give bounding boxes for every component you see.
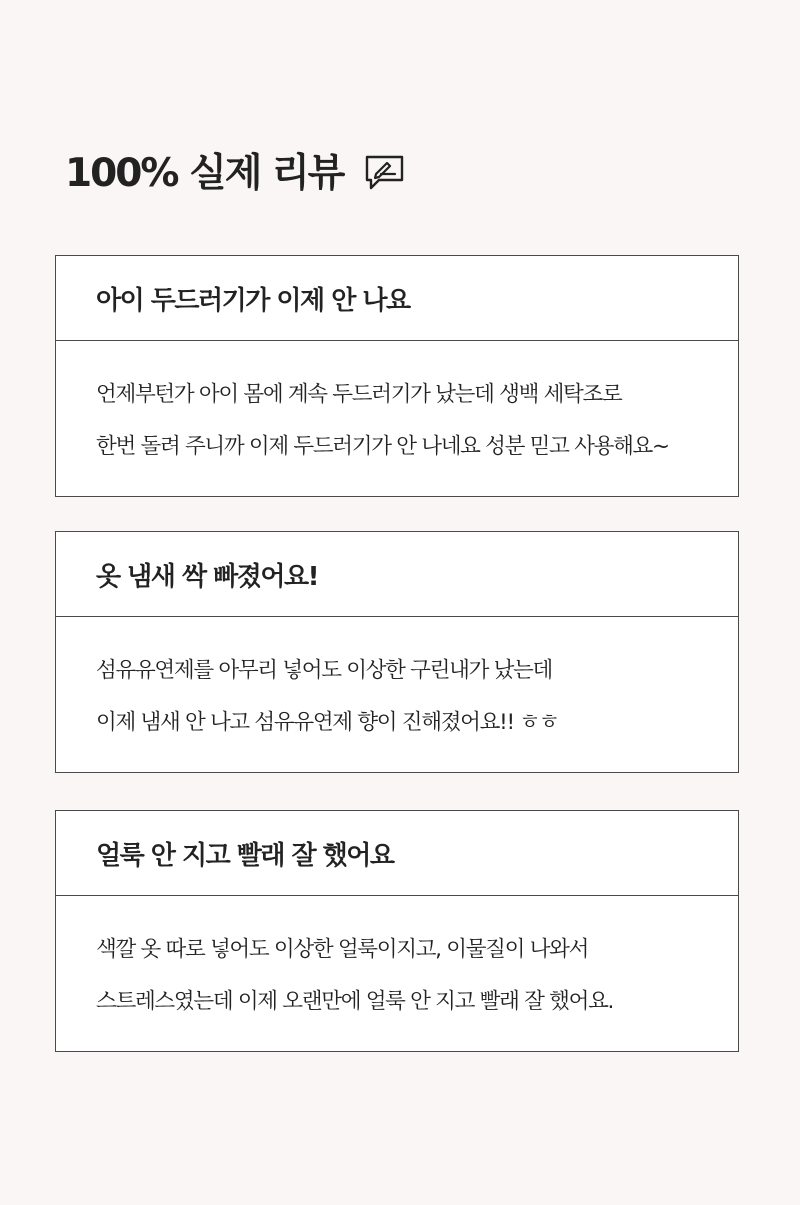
review-header — [56, 532, 738, 617]
review-text-line: 스트레스였는데 이제 오랜만에 얼룩 안 지고 빨래 잘 했어요. — [96, 989, 614, 1014]
review-body — [56, 617, 738, 749]
review-text-line: 색깔 옷 따로 넣어도 이상한 얼룩이지고, 이물질이 나와서 — [96, 937, 589, 962]
review-body — [56, 341, 738, 473]
section-title: 100% 실제 리뷰 — [65, 151, 344, 196]
review-card — [55, 255, 739, 497]
review-card — [55, 810, 739, 1052]
review-title: 얼룩 안 지고 빨래 잘 했어요 — [96, 840, 394, 871]
review-body — [56, 896, 738, 1028]
review-text-line: 언제부턴가 아이 몸에 계속 두드러기가 났는데 생백 세탁조로 — [96, 382, 622, 407]
review-title: 옷 냄새 싹 빠졌어요! — [96, 561, 318, 592]
review-header — [56, 811, 738, 896]
review-text-line: 한번 돌려 주니까 이제 두드러기가 안 나네요 성분 믿고 사용해요~ — [96, 434, 669, 459]
section-header — [65, 148, 405, 200]
review-text-line: 이제 냄새 안 나고 섬유유연제 향이 진해졌어요!! ㅎㅎ — [96, 710, 559, 735]
review-title: 아이 두드러기가 이제 안 나요 — [96, 285, 410, 316]
review-card — [55, 531, 739, 773]
review-text-line: 섬유유연제를 아무리 넣어도 이상한 구린내가 났는데 — [96, 658, 552, 683]
chat-pencil-icon — [363, 153, 405, 195]
review-header — [56, 256, 738, 341]
